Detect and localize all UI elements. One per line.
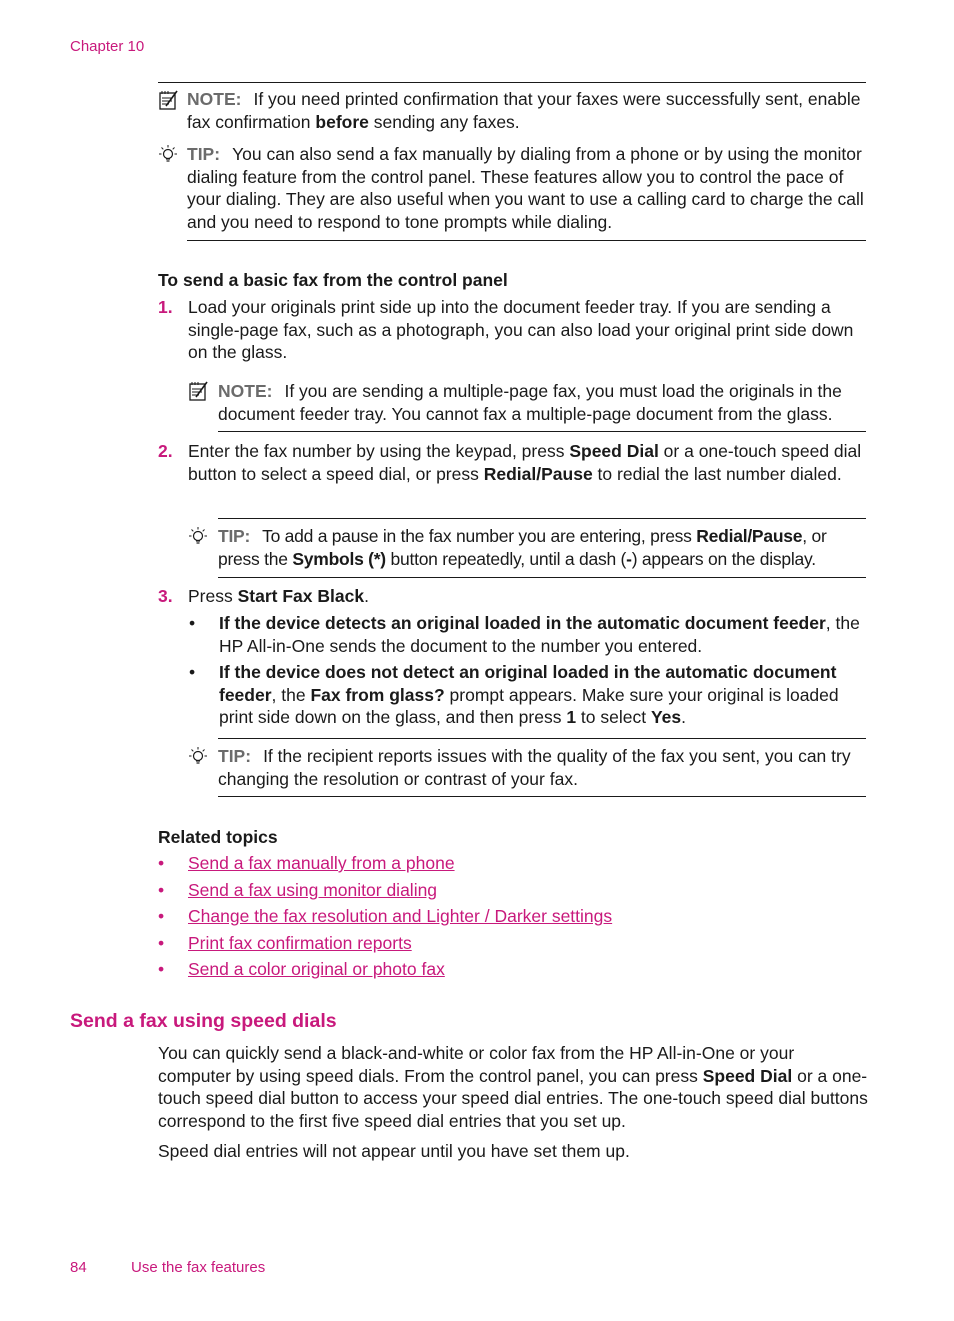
bullet-text: . [681,707,687,727]
tip-block [218,525,868,570]
step-number: 3. [158,586,173,606]
lightbulb-icon [157,144,179,166]
step-text: or a one-touch speed dial button to select a speed dial, or press [188,441,862,484]
tip-label: TIP: [218,746,252,766]
note-block [187,88,867,133]
tip-text: You can also send a fax manually by dialing from a phone or by using the monitor dialing feature from the control panel. These features allow you to control the pace of your dialing. They are also useful when you want to use a calling card to charge the call and you need to respond to tone prompts while dialing. [187,144,864,232]
link-send-fax-manually[interactable]: Send a fax manually from a phone [188,853,455,873]
chapter-header: Chapter 10 [70,38,145,55]
bullet-bold: If the device detects an original loaded in the automatic document feeder [219,613,826,633]
bullet-marker: • [189,662,196,682]
tip-text: To add a pause in the fax number you are entering, press [262,526,697,546]
step-text: . [364,586,369,606]
step-bold: Start Fax Black [237,586,365,606]
divider [218,577,866,578]
link-color-fax[interactable]: Send a color original or photo fax [188,959,445,979]
step-text: to redial the last number dialed. [592,463,842,484]
note-text: If you are sending a multiple-page fax, you must load the originals in the document feeder tray. You cannot fax a multiple-page document from the glass. [218,381,842,424]
step-bold: Speed Dial [569,441,659,461]
step-number: 1. [158,297,173,317]
lightbulb-icon [187,526,209,548]
tip-text: If the recipient reports issues with the quality of the fax you sent, you can try changing the resolution or contrast of your fax. [218,746,851,789]
tip-text: ) appears on the display. [631,548,816,569]
footer-title: Use the fax features [131,1259,266,1276]
bullet-marker: • [158,880,165,900]
paragraph [158,1042,870,1132]
divider [218,518,866,519]
paragraph-text: or a one-touch speed dial button to access your speed dial entries. The one-touch speed dial buttons correspond to the first five speed dial entries that you set up. [158,1065,868,1131]
bullet-marker: • [158,959,165,979]
tip-bold: Symbols (*) [292,548,386,569]
tip-text: , or press the [218,526,827,569]
step-3-text [188,585,868,608]
lightbulb-icon [187,746,209,768]
bullet-marker: • [158,906,165,926]
divider [218,431,866,432]
link-fax-resolution[interactable]: Change the fax resolution and Lighter / Darker settings [188,906,613,926]
tip-text: button repeatedly, until a dash ( [385,548,627,569]
link-monitor-dialing[interactable]: Send a fax using monitor dialing [188,880,438,900]
bullet-bold: Yes [650,707,682,727]
bullet-marker: • [158,933,165,953]
tip-bold: - [626,548,632,569]
note-label: NOTE: [218,381,273,401]
bullet-text: to select [576,707,651,727]
page-number: 84 [70,1259,87,1276]
bullet-bold: Fax from glass? [310,684,445,705]
tip-label: TIP: [187,144,221,164]
divider [218,738,866,739]
step-text: Enter the fax number by using the keypad, press [188,441,570,461]
bullet-text: prompt appears. Make sure your original is loaded print side down on the glass, and then press [219,684,839,727]
note-bold: before [315,111,369,132]
step-bold: Redial/Pause [483,463,593,484]
section-title: Send a fax using speed dials [70,1010,337,1032]
step-2-text [188,440,868,485]
bullet-bold: 1 [566,707,577,727]
paragraph-bold: Speed Dial [702,1065,793,1086]
note-text: If you need printed confirmation that your faxes were successfully sent, enable fax confirmation [187,89,861,132]
note-text: sending any faxes. [368,111,520,132]
bullet-marker: • [189,613,196,633]
bullet-text: , the HP All-in-One sends the document to the number you entered. [219,613,860,656]
note-label: NOTE: [187,89,242,109]
link-confirmation-reports[interactable]: Print fax confirmation reports [188,933,412,953]
divider [158,82,866,83]
tip-bold: Redial/Pause [696,526,803,546]
bullet-bold: If the device does not detect an original loaded in the automatic document feeder [219,662,837,705]
list-item [219,612,869,657]
related-topics-title: Related topics [158,827,278,847]
divider [187,240,866,241]
bullet-text: , the [271,684,311,705]
step-1-text: Load your originals print side up into the document feeder tray. If you are sending a single-page fax, such as a photograph, you can also load your original print side down on the glass. [188,297,854,362]
step-text: Press [188,586,238,606]
list-item [219,661,869,729]
tip-label: TIP: [218,526,251,546]
paragraph: Speed dial entries will not appear until you have set them up. [158,1141,630,1161]
bullet-marker: • [158,853,165,873]
tip-block [218,745,868,790]
note-block [218,380,868,425]
note-icon [188,380,210,402]
tip-block [187,143,867,233]
step-number: 2. [158,441,173,461]
note-icon [158,89,180,111]
procedure-title: To send a basic fax from the control panel [158,270,508,290]
divider [218,796,866,797]
paragraph-text: You can quickly send a black-and-white or color fax from the HP All-in-One or your computer by using speed dials. From the control panel, you can press [158,1043,795,1086]
